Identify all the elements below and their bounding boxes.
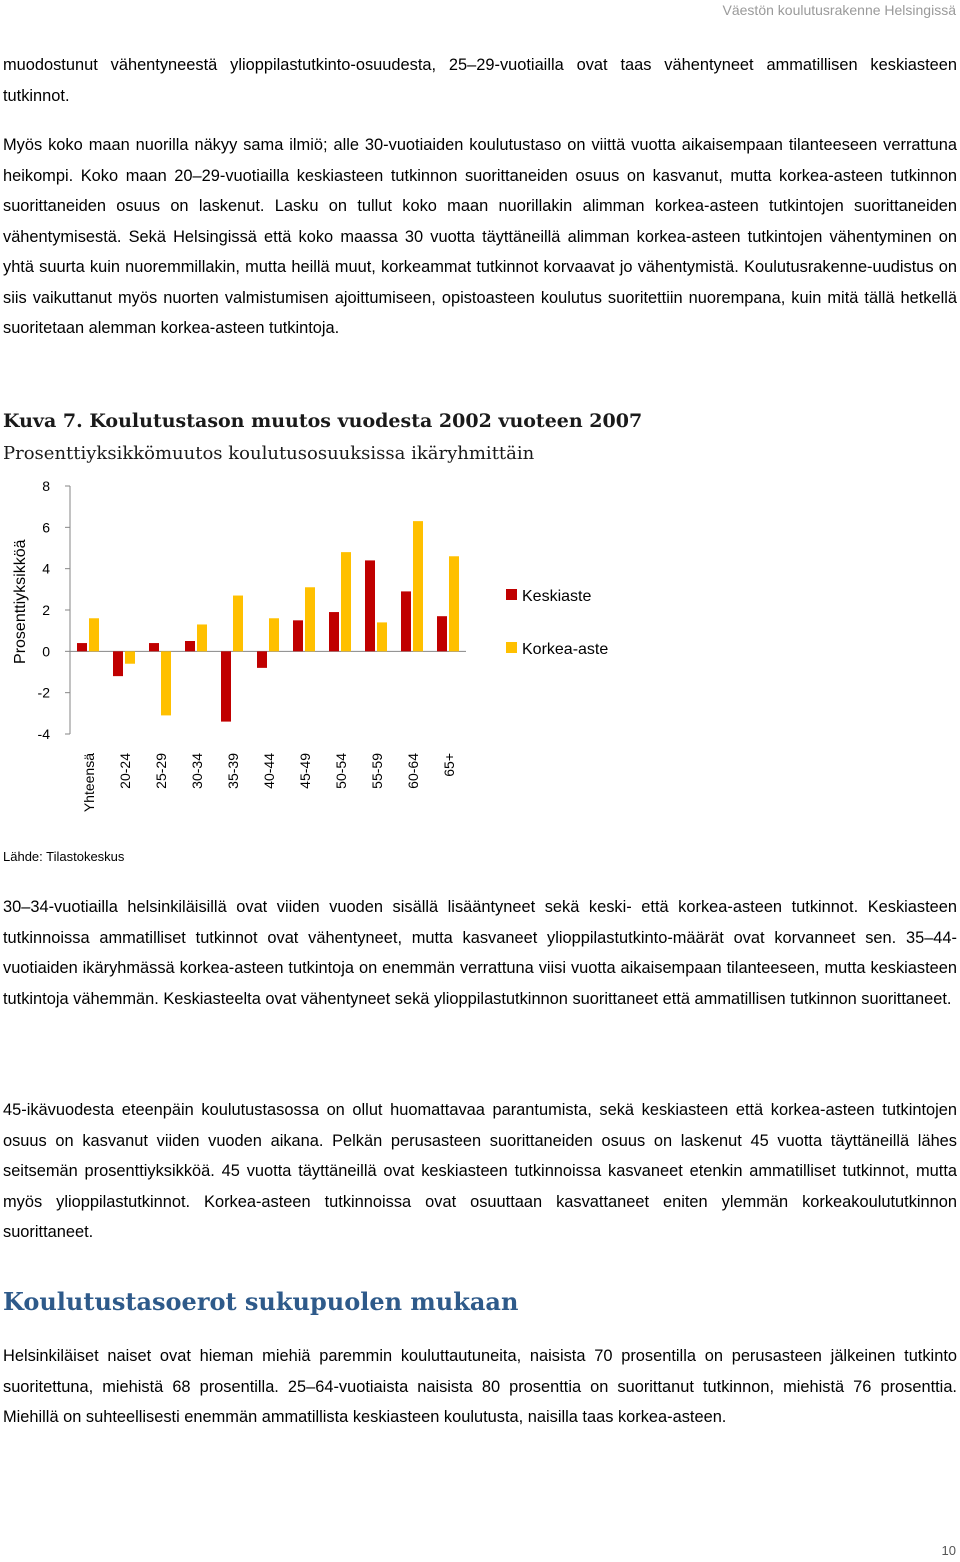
section-heading: Koulutustasoerot sukupuolen mukaan — [3, 1287, 519, 1316]
bar-korkea-aste — [269, 618, 279, 651]
bar-keskiaste — [185, 641, 195, 651]
bar-korkea-aste — [413, 521, 423, 651]
x-category-label: 60-64 — [405, 753, 421, 789]
x-category-label: 50-54 — [333, 753, 349, 789]
legend-label: Keskiaste — [522, 588, 592, 605]
bar-korkea-aste — [449, 556, 459, 651]
y-tick-label: 4 — [42, 560, 50, 577]
y-tick-label: 6 — [42, 519, 50, 536]
y-tick-label: -4 — [37, 726, 50, 742]
paragraph-gender: Helsinkiläiset naiset ovat hieman miehiä paremmin kouluttautuneita, naisista 70 prosentilla on perusasteen jälkeinen tutkinto suoritettuna, miehistä 68 prosentilla. 25–64-vuotiaista naisista 80 prosenttia on suorittanut tutkinnon, miehistä 76 prosenttia. Miehillä on suhteellisesti enemmän ammatillista keskiasteen koulutusta, naisilla taas korkea-asteen. — [3, 1347, 957, 1426]
bar-keskiaste — [293, 620, 303, 651]
running-header: Väestön koulutusrakenne Helsingissä — [722, 2, 956, 18]
y-axis-title: Prosenttiyksikköä — [12, 539, 29, 664]
bar-korkea-aste — [233, 596, 243, 652]
bar-korkea-aste — [305, 587, 315, 651]
bar-keskiaste — [401, 591, 411, 651]
bar-korkea-aste — [161, 651, 171, 715]
bar-keskiaste — [221, 651, 231, 721]
bar-keskiaste — [365, 560, 375, 651]
bar-korkea-aste — [125, 651, 135, 663]
legend-label: Korkea-aste — [522, 641, 609, 658]
paragraph-45plus: 45-ikävuodesta eteenpäin koulutustasossa on ollut huomattavaa parantumista, sekä keskiasteen että korkea-asteen tutkintojen osuus on kasvanut viiden vuoden aikana. Pelkän perusasteen suorittaneiden osuus on laskenut 45 vuotta täyttäneillä lähes seitsemän prosenttiyksikköä. 45 vuotta täyttäneillä ovat keskiasteen tutkinnoissa kasvaneet etenkin ammatilliset tutkinnot, mutta myös ylioppilastutkinnot. Korkea-asteen tutkinnoissa ovat osuuttaan kasvattaneet eniten ylemmän korkeakoulututkinnon suorittaneet. — [3, 1101, 957, 1241]
x-category-label: 45-49 — [297, 753, 313, 789]
paragraph-national: Myös koko maan nuorilla näkyy sama ilmiö; alle 30-vuotiaiden koulutustaso on viittä vuotta aikaisempaan tilanteeseen verrattuna heikompi. Koko maan 20–29-vuotiailla keskiasteen tutkinnon suorittaneiden osuus on kasvanut, mutta korkea-asteen tutkinnon suorittaneiden osuus on laskenut. Lasku on tullut koko maan nuorillakin alimman korkea-asteen tutkintojen suorittaneiden vähentymisestä. Sekä Helsingissä että koko maassa 30 vuotta täyttäneillä alimman korkea-asteen tutkintojen vähentyminen on yhtä suurta kuin nuoremmillakin, mutta heillä muut, korkeammat tutkinnot korvaavat jo vähentymistä. Koulutusrakenne-uudistus on siis vaikuttanut myös nuorten valmistumisen ajoittumiseen, opistoasteen koulutus suoritettiin nuorempana, kuin mitä tällä hetkellä suoritetaan alemman korkea-asteen tutkintoja. — [3, 136, 957, 337]
paragraph-30-44: 30–34-vuotiailla helsinkiläisillä ovat viiden vuoden sisällä lisääntyneet sekä keski- että korkea-asteen tutkinnot. Keskiasteen tutkinnoissa ammatilliset tutkinnot ovat vähentyneet, mutta kasvaneet ylioppilastutkinto-määrät ovat korvanneet sen. 35–44-vuotiaiden ikäryhmässä korkea-asteen tutkintoja on enemmän verrattuna viisi vuotta aikaisempaan tilanteeseen, mutta keskiasteen tutkintoja vähemmän. Keskiasteelta ovat vähentyneet sekä ylioppilastutkinnon suorittaneet että ammatillisen tutkinnon suorittaneet. — [3, 898, 957, 1008]
legend-swatch — [506, 589, 517, 600]
bar-keskiaste — [149, 643, 159, 651]
bar-korkea-aste — [197, 624, 207, 651]
x-category-label: 30-34 — [189, 753, 205, 789]
y-tick-label: 2 — [42, 602, 50, 618]
bar-keskiaste — [257, 651, 267, 668]
bar-keskiaste — [113, 651, 123, 676]
x-category-label: 40-44 — [261, 753, 277, 789]
bar-keskiaste — [329, 612, 339, 651]
y-tick-label: 8 — [42, 478, 50, 494]
bar-korkea-aste — [377, 622, 387, 651]
figure-subtitle: Prosenttiyksikkömuutos koulutusosuuksissa ikäryhmittäin — [3, 443, 535, 464]
x-category-label: 55-59 — [369, 753, 385, 789]
bar-keskiaste — [437, 616, 447, 651]
bar-keskiaste — [77, 643, 87, 651]
x-category-label: Yhteensä — [81, 753, 97, 813]
paragraph-intro: muodostunut vähentyneestä ylioppilastutkinto-osuudesta, 25–29-vuotiailla ovat taas vähentyneet ammatillisen keskiasteen tutkinnot. — [3, 56, 957, 105]
figure-title: Kuva 7. Koulutustason muutos vuodesta 2002 vuoteen 2007 — [3, 410, 643, 432]
legend-swatch — [506, 642, 517, 653]
y-tick-label: 0 — [42, 643, 50, 660]
x-category-label: 35-39 — [225, 753, 241, 789]
page-number: 10 — [941, 1543, 956, 1558]
y-tick-label: -2 — [37, 684, 50, 701]
bar-chart — [0, 470, 960, 840]
x-category-label: 25-29 — [153, 753, 169, 789]
bar-korkea-aste — [89, 618, 99, 651]
x-category-label: 20-24 — [117, 753, 133, 789]
figure-source: Lähde: Tilastokeskus — [3, 849, 125, 864]
bar-korkea-aste — [341, 552, 351, 651]
x-category-label: 65+ — [441, 753, 457, 777]
